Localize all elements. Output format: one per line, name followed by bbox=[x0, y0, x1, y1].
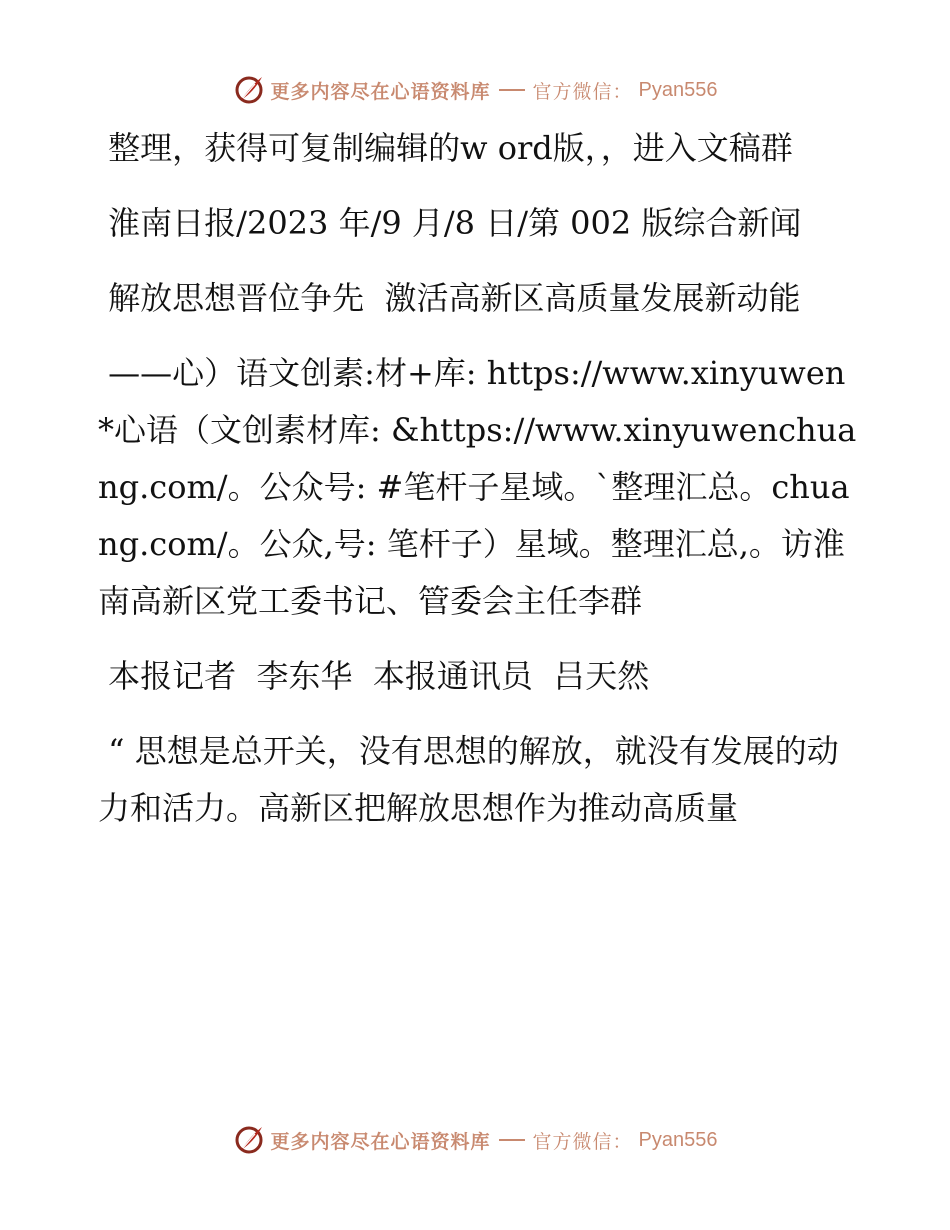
byline: 本报记者 李东华 本报通讯员 吕天然 bbox=[98, 657, 650, 695]
feather-pen-circle-logo-icon bbox=[233, 74, 265, 106]
wechat-handle: Pyan556 bbox=[638, 1128, 718, 1151]
footer-banner bbox=[0, 1120, 950, 1160]
subheadline: ——心）语文创素:材+库: https://www.xinyuwen*心语（文创素材库: &https://www.xinyuwenchuang.com/。公众号: #笔杆子星域。`整理汇总。chuang.com/。公众,号: 笔杆子）星域。整理汇总,。访淮南高新区党工委书记、管委会主任李群 bbox=[98, 354, 857, 620]
headline: 解放思想晋位争先 激活高新区高质量发展新动能 bbox=[98, 279, 801, 317]
feather-pen-circle-logo-icon bbox=[233, 1124, 265, 1156]
wechat-handle: Pyan556 bbox=[638, 78, 718, 101]
wechat-label: 官方微信： bbox=[532, 1130, 633, 1153]
site-slogan: 更多内容尽在心语资料库 bbox=[270, 1130, 491, 1153]
document-body bbox=[98, 120, 858, 855]
wechat-label: 官方微信： bbox=[532, 80, 633, 103]
source-line: 淮南日报/2023 年/9 月/8 日/第 002 版综合新闻 bbox=[98, 204, 802, 242]
body-paragraph: “ 思想是总开关，没有思想的解放，就没有发展的动力和活力。高新区把解放思想作为推动高质量 bbox=[98, 732, 839, 827]
site-slogan: 更多内容尽在心语资料库 bbox=[270, 80, 491, 103]
banner-divider bbox=[499, 89, 525, 91]
intro-paragraph: 整理，获得可复制编辑的w ord版，，进入文稿群 bbox=[98, 129, 793, 167]
banner-divider bbox=[499, 1139, 525, 1141]
header-banner bbox=[0, 70, 950, 110]
